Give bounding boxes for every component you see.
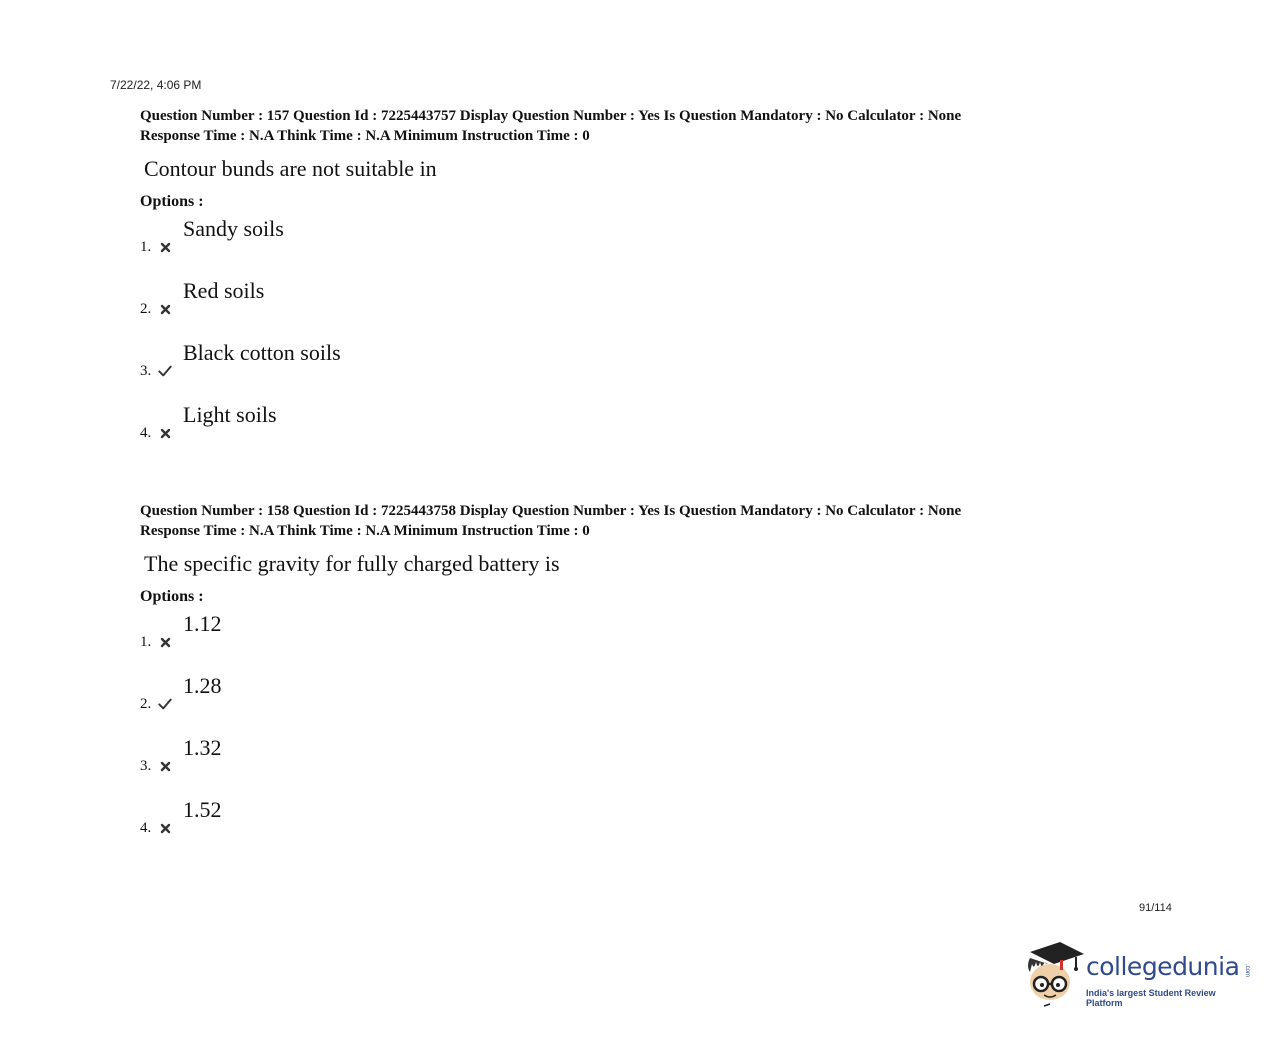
check-icon [158, 697, 172, 711]
option-number: 4. [140, 425, 152, 441]
option-text: 1.28 [183, 673, 222, 698]
option-text: Red soils [183, 278, 265, 303]
check-icon [158, 364, 172, 378]
print-timestamp: 7/22/22, 4:06 PM [110, 78, 202, 92]
option-item [140, 733, 1140, 795]
question-text: Contour bunds are not suitable in [144, 156, 437, 181]
page-number: 91/114 [1139, 902, 1172, 914]
cross-icon [158, 302, 172, 316]
option-number: 2. [140, 696, 152, 712]
option-item [140, 400, 1140, 462]
option-text: 1.12 [183, 611, 222, 636]
question-meta-line: Response Time : N.A Think Time : N.A Minimum Instruction Time : 0 [140, 523, 590, 539]
question-meta-line: Question Number : 158 Question Id : 7225443758 Display Question Number : Yes Is Question Mandatory : No Calculator : None [140, 503, 962, 519]
option-text: 1.32 [183, 735, 222, 760]
logo-tagline: India's largest Student Review Platform [1086, 988, 1216, 1008]
cross-icon [158, 635, 172, 649]
option-text: Sandy soils [183, 216, 284, 241]
question-block [140, 106, 1140, 462]
option-number: 1. [140, 634, 152, 650]
option-number: 3. [140, 363, 152, 379]
cross-icon [158, 759, 172, 773]
options-label: Options : [140, 193, 204, 210]
option-text: Black cotton soils [183, 340, 341, 365]
cross-icon [158, 426, 172, 440]
option-text: Light soils [183, 402, 277, 427]
option-item [140, 671, 1140, 733]
collegedunia-logo [1024, 938, 1254, 1010]
cross-icon [158, 240, 172, 254]
option-number: 4. [140, 820, 152, 836]
logo-domain-suffix: .com [1244, 964, 1250, 978]
logo-wordmark: collegedunia [1086, 952, 1240, 981]
question-block [140, 501, 1140, 857]
mascot-icon [1024, 938, 1086, 1010]
option-item [140, 338, 1140, 400]
option-item [140, 795, 1140, 857]
option-item [140, 609, 1140, 671]
option-item [140, 214, 1140, 276]
question-meta-line: Question Number : 157 Question Id : 7225443757 Display Question Number : Yes Is Question Mandatory : No Calculator : None [140, 108, 962, 124]
option-item [140, 276, 1140, 338]
option-number: 2. [140, 301, 152, 317]
option-number: 3. [140, 758, 152, 774]
cross-icon [158, 821, 172, 835]
option-text: 1.52 [183, 797, 222, 822]
question-meta-line: Response Time : N.A Think Time : N.A Minimum Instruction Time : 0 [140, 128, 590, 144]
options-label: Options : [140, 588, 204, 605]
option-number: 1. [140, 239, 152, 255]
question-text: The specific gravity for fully charged battery is [144, 551, 560, 576]
